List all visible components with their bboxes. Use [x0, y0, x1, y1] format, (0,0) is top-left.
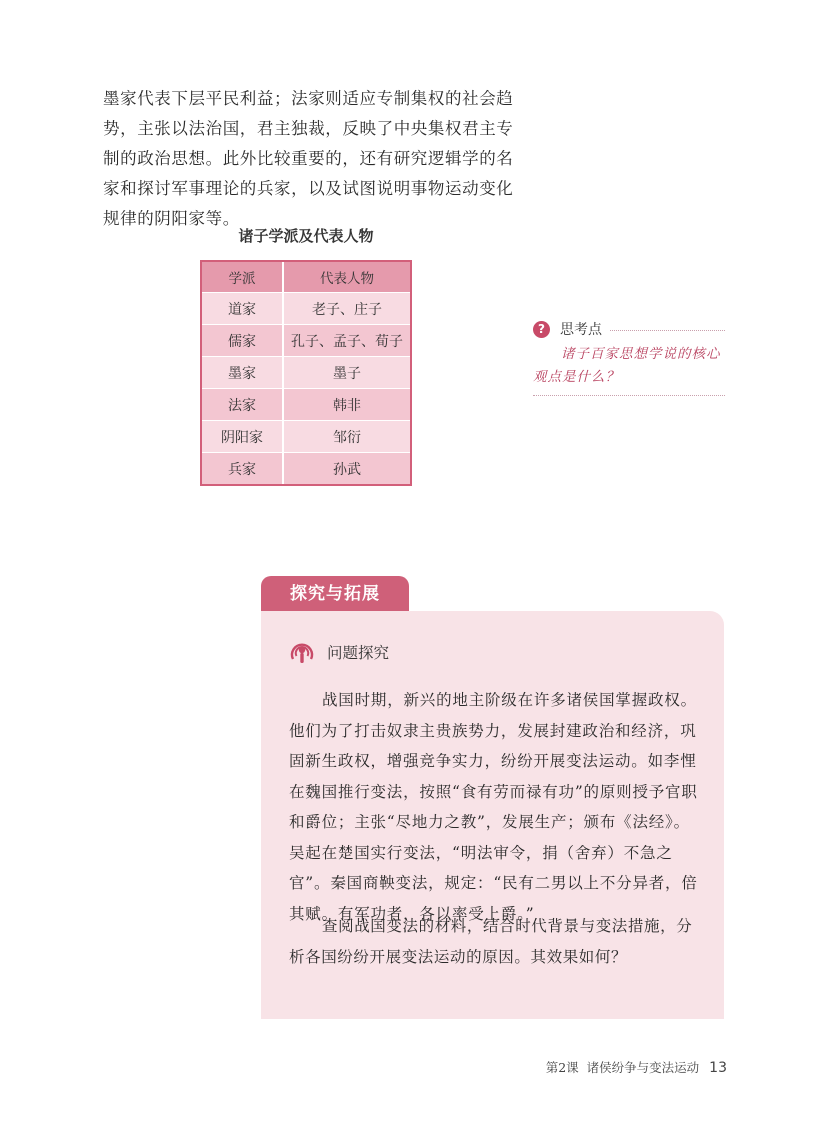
problem-header [287, 637, 389, 667]
figures-cell: 孙武 [284, 452, 410, 484]
header-school: 学派 [202, 262, 284, 292]
figures-cell: 老子、庄子 [284, 292, 410, 324]
header-figures: 代表人物 [284, 262, 410, 292]
figures-cell: 邹衍 [284, 420, 410, 452]
table-header-row [202, 262, 410, 292]
schools-table [200, 260, 412, 486]
problem-question-text: 查阅战国变法的材料，结合时代背景与变法措施，分析各国纷纷开展变法运动的原因。其效果如何？ [289, 917, 693, 966]
divider [533, 395, 725, 396]
school-cell: 道家 [202, 292, 284, 324]
school-cell: 墨家 [202, 356, 284, 388]
table-row [202, 388, 410, 420]
figures-cell: 孔子、孟子、荀子 [284, 324, 410, 356]
problem-heading: 问题探究 [327, 644, 390, 662]
divider [610, 330, 725, 331]
think-point-header [533, 318, 725, 340]
think-point-label: 思考点 [560, 322, 602, 338]
inquiry-icon [287, 637, 317, 667]
question-icon: ? [533, 321, 550, 338]
extension-tab: 探究与拓展 [261, 576, 409, 612]
school-cell: 兵家 [202, 452, 284, 484]
think-point-text: 诸子百家思想学说的核心观点是什么？ [533, 346, 721, 385]
think-point-box [533, 318, 725, 396]
table-row [202, 452, 410, 484]
lesson-number: 第2课 [545, 1060, 579, 1075]
table-row [202, 356, 410, 388]
school-cell: 儒家 [202, 324, 284, 356]
page-footer [546, 1058, 727, 1076]
figures-cell: 墨子 [284, 356, 410, 388]
table-row [202, 292, 410, 324]
page-number: 13 [709, 1060, 727, 1076]
table-title: 诸子学派及代表人物 [238, 227, 374, 245]
intro-paragraph: 墨家代表下层平民利益；法家则适应专制集权的社会趋势，主张以法治国，君主独裁，反映了中央集权君主专制的政治思想。此外比较重要的，还有研究逻辑学的名家和探讨军事理论的兵家，以及试图说明事物运动变化规律的阴阳家等。 [103, 89, 514, 228]
extension-panel [261, 611, 724, 1019]
school-cell: 阴阳家 [202, 420, 284, 452]
school-cell: 法家 [202, 388, 284, 420]
problem-body-text: 战国时期，新兴的地主阶级在许多诸侯国掌握政权。他们为了打击奴隶主贵族势力，发展封建政治和经济，巩固新生政权，增强竞争实力，纷纷开展变法运动。如李悝在魏国推行变法，按照“食有劳而禄有功”的原则授予官职和爵位；主张“尽地力之教”，发展生产；颁布《法经》。吴起在楚国实行变法，“明法审令，捐（舍弃）不急之官”。秦国商鞅变法，规定：“民有二男以上不分异者，倍其赋。有军功者，各以率受上爵。” [289, 691, 698, 923]
table-row [202, 324, 410, 356]
table-row [202, 420, 410, 452]
figures-cell: 韩非 [284, 388, 410, 420]
lesson-title: 诸侯纷争与变法运动 [586, 1060, 700, 1075]
